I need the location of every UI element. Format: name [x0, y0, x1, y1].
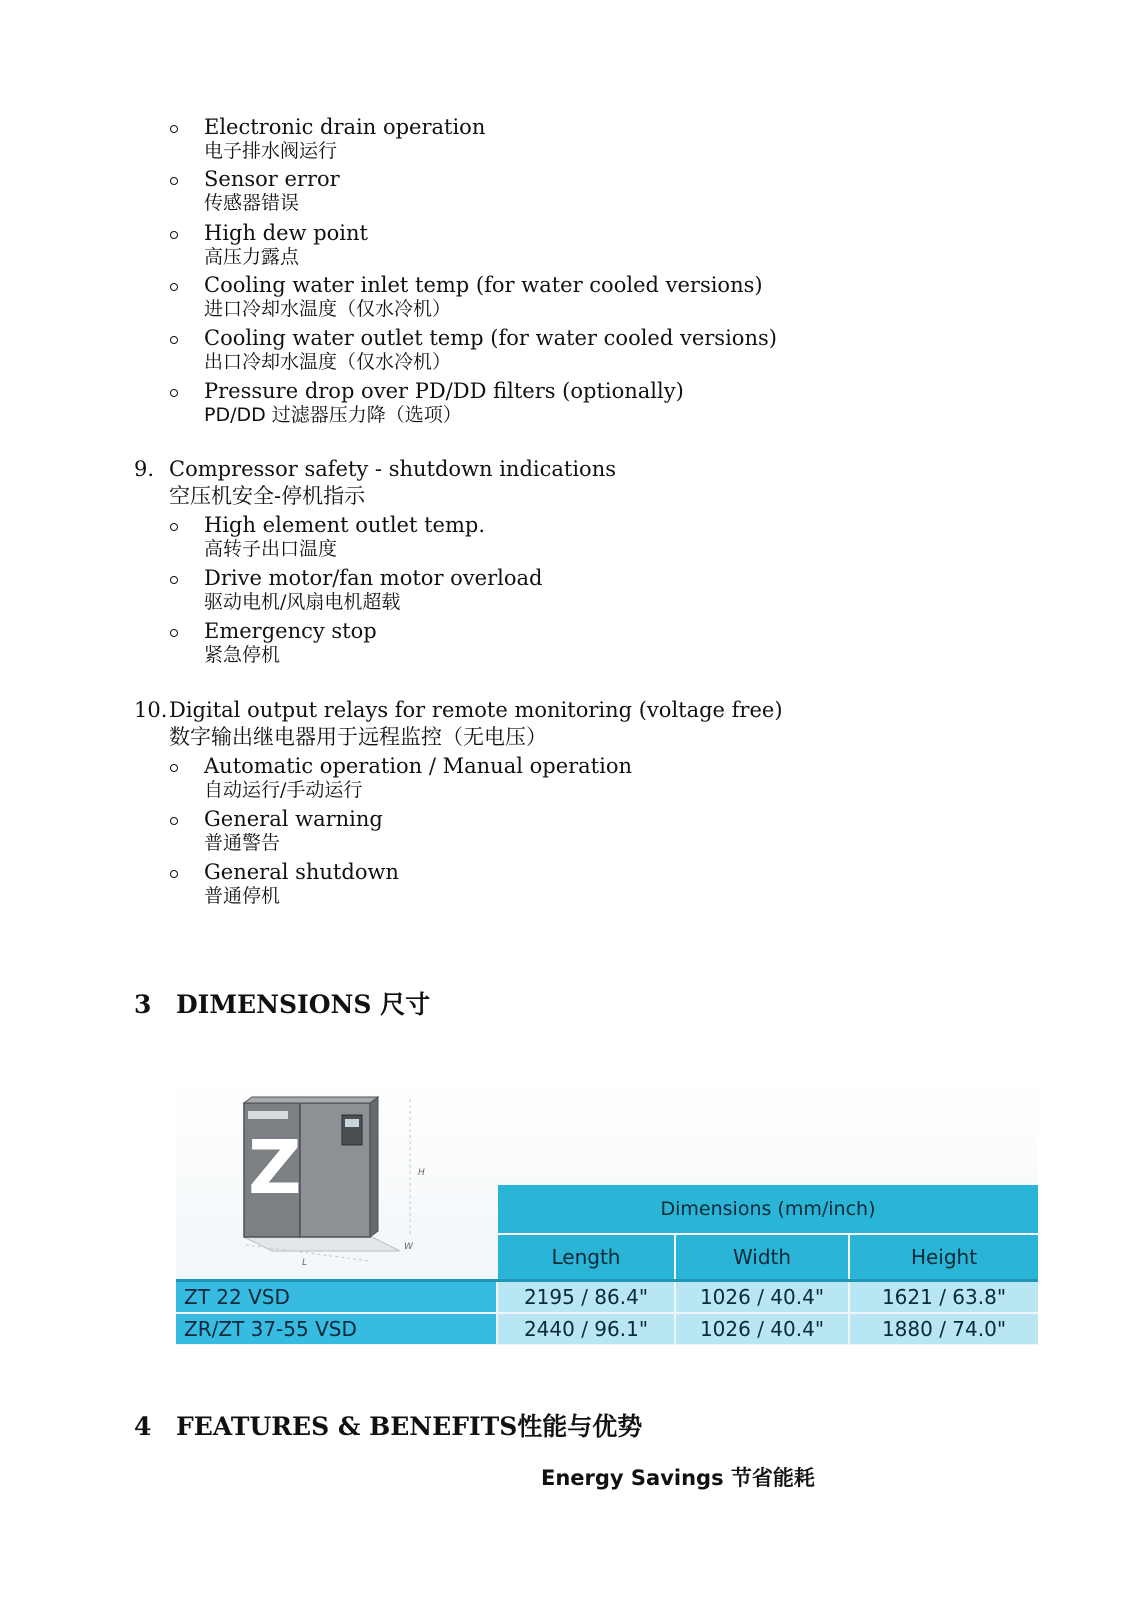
item-number: 9.	[134, 457, 155, 481]
bullet-icon	[170, 177, 178, 185]
item-title-zh: 空压机安全-停机指示	[169, 484, 366, 508]
list-item-en: Sensor error	[204, 167, 340, 191]
item-title-zh: 数字输出继电器用于远程监控（无电压）	[169, 725, 547, 749]
list-item-en: High dew point	[204, 221, 368, 245]
subheading-energy-savings: Energy Savings 节省能耗	[541, 1466, 815, 1490]
table-cell: 1026 / 40.4"	[676, 1282, 848, 1312]
bullet-icon	[170, 231, 178, 239]
table-cell: 1026 / 40.4"	[676, 1314, 848, 1344]
bullet-icon	[170, 629, 178, 637]
row-model-label: ZT 22 VSD	[176, 1282, 496, 1312]
bullet-icon	[170, 576, 178, 584]
list-item-zh: 进口冷却水温度（仅水冷机）	[204, 298, 452, 320]
list-item-zh: 紧急停机	[204, 644, 281, 666]
bullet-icon	[170, 870, 178, 878]
section-number: 4	[134, 1412, 152, 1441]
list-item-zh: 驱动电机/风扇电机超载	[204, 591, 401, 613]
item-title-en: Digital output relays for remote monitoring (voltage free)	[169, 698, 783, 722]
section-heading-3	[134, 990, 430, 1020]
bullet-icon	[170, 817, 178, 825]
list-item-en: High element outlet temp.	[204, 513, 485, 537]
list-item-zh: PD/DD 过滤器压力降（选项）	[204, 404, 462, 426]
list-item-en: Electronic drain operation	[204, 115, 486, 139]
table-cell: 2440 / 96.1"	[498, 1314, 674, 1344]
list-item-en: Emergency stop	[204, 619, 377, 643]
list-item-en: Pressure drop over PD/DD filters (optionally)	[204, 379, 684, 403]
compressor-illustration	[238, 1095, 438, 1268]
row-model-label: ZR/ZT 37-55 VSD	[176, 1314, 496, 1344]
bullet-icon	[170, 523, 178, 531]
list-item-zh: 高转子出口温度	[204, 538, 338, 560]
list-item-zh: 传感器错误	[204, 192, 300, 214]
dimensions-figure	[176, 1077, 1038, 1345]
section-title: FEATURES & BENEFITS性能与优势	[176, 1412, 643, 1441]
list-item-zh: 高压力露点	[204, 246, 300, 268]
height-axis-label: H	[418, 1168, 425, 1178]
width-axis-label: W	[404, 1242, 413, 1252]
list-item-en: Drive motor/fan motor overload	[204, 566, 543, 590]
item-title-en: Compressor safety - shutdown indications	[169, 457, 616, 481]
column-header-height: Height	[850, 1235, 1038, 1279]
section-heading-4	[134, 1412, 642, 1442]
list-item-en: Cooling water inlet temp (for water cooled versions)	[204, 273, 763, 297]
bullet-icon	[170, 283, 178, 291]
bullet-icon	[170, 389, 178, 397]
section-title: DIMENSIONS 尺寸	[176, 990, 431, 1019]
bullet-icon	[170, 764, 178, 772]
length-axis-label: L	[302, 1258, 308, 1268]
list-item-zh: 自动运行/手动运行	[204, 779, 363, 801]
list-item-zh: 电子排水阀运行	[204, 140, 338, 162]
table-cell: 1621 / 63.8"	[850, 1282, 1038, 1312]
dimensions-header: Dimensions (mm/inch)	[498, 1185, 1038, 1235]
bullet-icon	[170, 125, 178, 133]
column-header-width: Width	[676, 1235, 848, 1279]
bullet-icon	[170, 336, 178, 344]
table-cell: 1880 / 74.0"	[850, 1314, 1038, 1344]
list-item-en: Automatic operation / Manual operation	[204, 754, 632, 778]
logo-letter: Z	[248, 1125, 302, 1211]
column-header-length: Length	[498, 1235, 674, 1279]
list-item-zh: 普通停机	[204, 885, 281, 907]
section-number: 3	[134, 990, 152, 1019]
list-item-zh: 普通警告	[204, 832, 281, 854]
list-item-en: General warning	[204, 807, 383, 831]
list-item-en: Cooling water outlet temp (for water cooled versions)	[204, 326, 777, 350]
item-number: 10.	[134, 698, 168, 722]
list-item-en: General shutdown	[204, 860, 399, 884]
table-cell: 2195 / 86.4"	[498, 1282, 674, 1312]
list-item-zh: 出口冷却水温度（仅水冷机）	[204, 351, 452, 373]
